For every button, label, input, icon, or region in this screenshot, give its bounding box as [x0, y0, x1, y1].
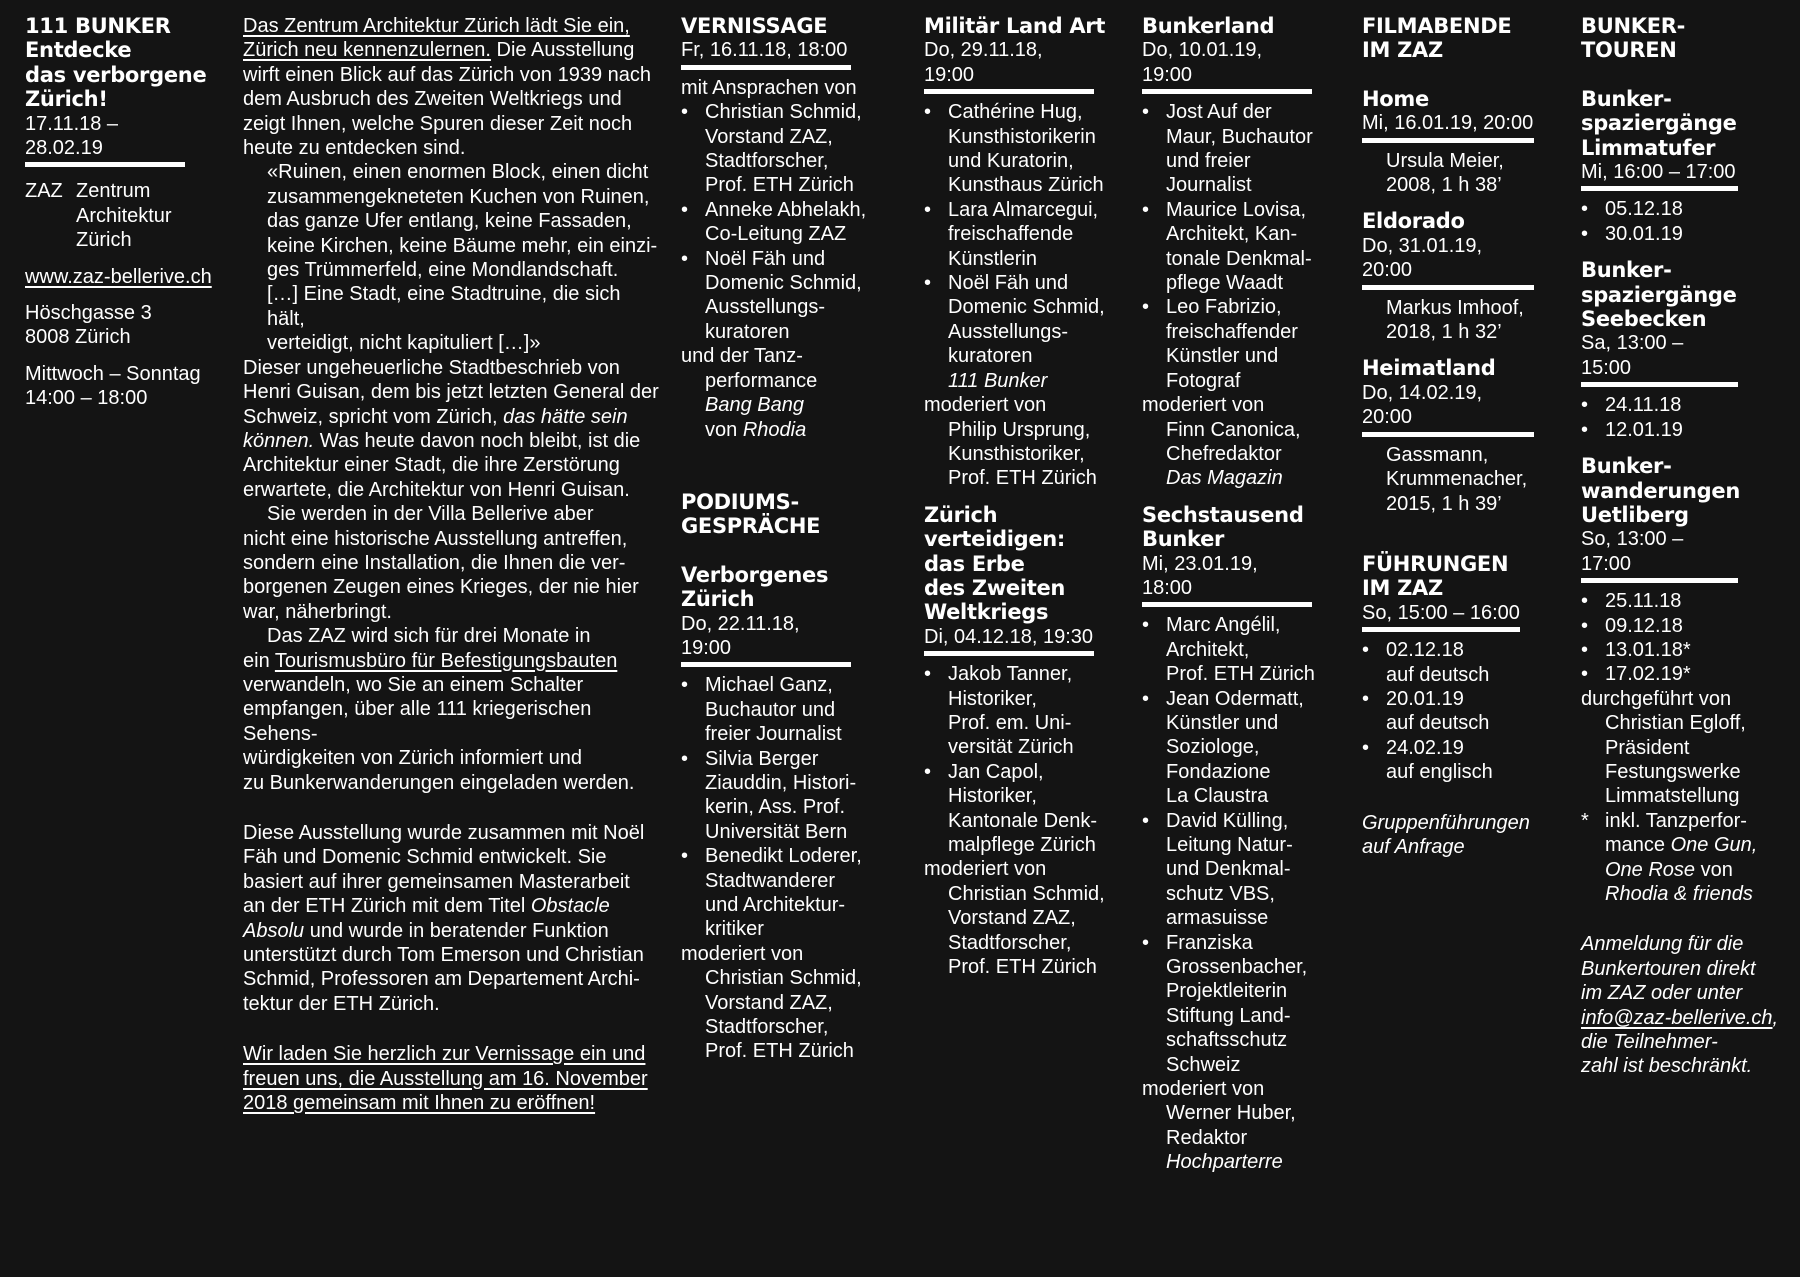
list-item: • Jost Auf der Maur, Buchautor und freier Journalist [1142, 100, 1347, 198]
paragraph-credits: Diese Ausstellung wurde zusammen mit Noël Fäh und Domenic Schmid entwickelt. Sie basiert auf ihrer gemeinsamen Masterarbeit an der ETH Zürich mit dem Titel Obstacle Absolu und wurde in beratender Funktion unterstützt durch Tom Emerson und Christian Schmid, Professoren am Departement Archi- tektur der ETH Zürich. [243, 822, 645, 1015]
tour-title: Bunker- spaziergänge Seebecken [1581, 258, 1737, 332]
list-item: • Silvia Berger Ziauddin, Histori- kerin, Ass. Prof. Universität Bern [681, 747, 886, 845]
film-tour-column [1362, 14, 1562, 859]
tour-title: Bunker- wanderungen Uetliberg [1581, 454, 1740, 527]
website-link[interactable]: www.zaz-bellerive.ch [25, 265, 212, 288]
event-title: Militär Land Art [924, 14, 1106, 38]
event-date: Do, 10.01.19, 19:00 [1142, 38, 1312, 94]
list-item: • Michael Ganz, Buchautor und freier Journalist [681, 673, 886, 746]
organizer-abbr: ZAZ [25, 180, 63, 203]
film-info: Ursula Meier, 2008, 1 h 38’ [1386, 149, 1504, 197]
list-item: • Anneke Abhelakh, Co-Leitung ZAZ [681, 198, 886, 247]
list-item: • 05.12.18 [1581, 197, 1791, 221]
list-item: • Benedikt Loderer, Stadtwanderer und Architektur- kritiker [681, 844, 886, 942]
guided-tours-title: FÜHRUNGEN IM ZAZ [1362, 551, 1509, 601]
film-info: Markus Imhoof, 2018, 1 h 32’ [1386, 296, 1524, 344]
list-item: • 02.12.18 auf deutsch [1362, 638, 1562, 687]
guisan-quote: «Ruinen, einen enormen Block, einen dicht zusammengekneteten Kuchen von Ruinen, das ganze Ufer entlang, keine Fassaden, keine Kirchen, keine Bäume mehr, ein einzi- ges Trümmerfeld, eine Mondlandschaft. […] Eine Stadt, eine Stadtruine, die sich hält, verteidigt, nicht kapituliert […]» [267, 161, 658, 355]
list-item: • 17.02.19* [1581, 662, 1791, 686]
vernissage-title: VERNISSAGE [681, 14, 828, 38]
list-item: • Leo Fabrizio, freischaffender Künstler und Fotograf [1142, 295, 1347, 393]
intro-paragraph: Das Zentrum Architektur Zürich lädt Sie ein, Zürich neu kennenzulernen. Die Ausstellung wirft einen Blick auf das Zürich von 1939 nach dem Ausbruch des Zweiten Weltkriegs und zeigt Ihnen, welche Spuren dieser Zeit noch heute zu entdecken sind. [243, 15, 651, 160]
film-date: Mi, 16.01.19, 20:00 [1362, 111, 1534, 142]
event-title: Verborgenes Zürich [681, 562, 829, 612]
vernissage-podium-column: VERNISSAGE Fr, 16.11.18, 18:00 mit Ansprachen von • Christian Schmid, Vorstand ZAZ, Stadtforscher, Prof. ETH Zürich • Anneke Abhelakh, Co-Leitung ZAZ • Noël Fäh und Domenic Schmid, Ausstellungs- kuratoren und der Tanz- performance Bang Bang von Rhodia PODIUMS- GESPRÄCHE Verborgenes Zürich Do, 22.11.18, 19:00 • Michael Ganz, Buchautor und freier Journalist • Silvia Berger Ziauddin, Histori- kerin, Ass. Prof. Universität Bern • Benedikt Loderer, Stadtwanderer und Architektur- kritiker moderiert von Christian Schmid, Vorstand ZAZ, Stadtforscher, Prof. ETH Zürich [681, 14, 886, 1064]
list-item: • Cathérine Hug, Kunsthistorikerin und Kuratorin, Kunsthaus Zürich [924, 100, 1129, 198]
podium-column-2: Militär Land Art Do, 29.11.18, 19:00 • Cathérine Hug, Kunsthistorikerin und Kuratorin, Kunsthaus Zürich • Lara Almarcegui, freischaffende Künstlerin • Noël Fäh und Domenic Schmid, Ausstellungs- kuratoren 111 Bunker moderiert von Philip Ursprung, Kunsthistoriker, Prof. ETH Zürich Zürich verteidigen: das Erbe des Zweiten Weltkriegs Di, 04.12.18, 19:30 • Jakob Tanner, Historiker, Prof. em. Uni- versität Zürich • Jan Capol, Historiker, Kantonale Denk- malpflege Zürich moderiert von Christian Schmid, Vorstand ZAZ, Stadtforscher, Prof. ETH Zürich [924, 14, 1129, 979]
paragraph-guisan: Dieser ungeheuerliche Stadtbeschrieb von Henri Guisan, dem bis jetzt letzten General der Schweiz, spricht vom Zürich, das hätte sein können. Was heute davon noch bleibt, ist die Architektur einer Stadt, die ihre Zerstörung erwartete, die Architektur von Henri Guisan. [243, 356, 659, 501]
list-item: • 13.01.18* [1581, 638, 1791, 662]
description-column [243, 14, 663, 1115]
event-title: Zürich verteidigen: das Erbe des Zweiten Weltkriegs [924, 502, 1066, 625]
opening-hours: Mittwoch – Sonntag 14:00 – 18:00 [25, 362, 201, 410]
bunker-tours-column: BUNKER- TOUREN Bunker- spaziergänge Limmatufer Mi, 16:00 – 17:00 • 05.12.18 • 30.01.19 Bunker- spaziergänge Seebecken Sa, 13:00 – 15:00 • 24.11.18 • 12.01.19 Bunker- wanderungen Uetliberg So, 13:00 – 17:00 • 25.11.18 • 09.12.18 • 13.01.18* • 17.02.19* durchgeführt von Christian Egloff, Präsident Festungswerke Limmatstellung * inkl. Tanzperfor- mance One Gun, One Rose von Rhodia & friends Anmeldung für die Bunkertouren direkt im ZAZ oder unter info@zaz-bellerive.ch, die Teilnehmer- zahl ist beschränkt. [1581, 14, 1791, 1079]
tour-guide: Christian Egloff, Präsident Festungswerke Limmatstellung [1605, 712, 1746, 808]
event-date: Di, 04.12.18, 19:30 [924, 625, 1094, 656]
exhibition-info-column [25, 14, 225, 411]
bunker-tours-title: BUNKER- TOUREN [1581, 14, 1686, 63]
list-item: • Christian Schmid, Vorstand ZAZ, Stadtforscher, Prof. ETH Zürich [681, 100, 886, 198]
tour-time: Mi, 16:00 – 17:00 [1581, 160, 1738, 191]
podium-title: PODIUMS- GESPRÄCHE [681, 489, 821, 539]
organizer [25, 179, 225, 252]
list-item: • 12.01.19 [1581, 418, 1791, 442]
tour-time: So, 15:00 – 16:00 [1362, 601, 1520, 632]
exhibition-dates: 17.11.18 – 28.02.19 [25, 112, 185, 168]
tour-time: So, 13:00 – 17:00 [1581, 527, 1738, 583]
list-item: • Jakob Tanner, Historiker, Prof. em. Uni- versität Zürich [924, 662, 1129, 760]
group-tours-note: Gruppenführungen auf Anfrage [1362, 811, 1530, 858]
event-date: Do, 22.11.18, 19:00 [681, 612, 851, 668]
list-item: • Noël Fäh und Domenic Schmid, Ausstellungs- kuratoren 111 Bunker [924, 271, 1129, 393]
invitation: Wir laden Sie herzlich zur Vernissage ein und freuen uns, die Ausstellung am 16. November 2018 gemeinsam mit Ihnen zu eröffnen! [243, 1043, 648, 1115]
list-item: • Franziska Grossenbacher, Projektleiterin Stiftung Land- schaftsschutz Schweiz [1142, 931, 1347, 1077]
film-date: Do, 31.01.19, 20:00 [1362, 234, 1534, 290]
film-section-title: FILMABENDE IM ZAZ [1362, 14, 1512, 63]
event-title: Sechstausend Bunker [1142, 502, 1304, 552]
list-item: • David Külling, Leitung Natur- und Denkmal- schutz VBS, armasuisse [1142, 809, 1347, 931]
event-title: Bunkerland [1142, 14, 1275, 38]
list-item: • 09.12.18 [1581, 614, 1791, 638]
event-date: Do, 29.11.18, 19:00 [924, 38, 1094, 94]
list-item: • Marc Angélil, Architekt, Prof. ETH Zürich [1142, 613, 1347, 686]
tour-time: Sa, 13:00 – 15:00 [1581, 331, 1738, 387]
list-item: • 24.11.18 [1581, 393, 1791, 417]
film-title: Heimatland [1362, 356, 1496, 381]
film-info: Gassmann, Krummenacher, 2015, 1 h 39’ [1386, 443, 1528, 515]
footnote: * inkl. Tanzperfor- mance One Gun, One Rose von Rhodia & friends [1581, 809, 1791, 907]
list-item: • Noël Fäh und Domenic Schmid, Ausstellungs- kuratoren [681, 247, 886, 345]
list-item: • Jan Capol, Historiker, Kantonale Denk- malpflege Zürich [924, 760, 1129, 858]
film-title: Home [1362, 86, 1429, 111]
list-item: • Maurice Lovisa, Architekt, Kan- tonale Denkmal- pflege Waadt [1142, 198, 1347, 296]
podium-column-3: Bunkerland Do, 10.01.19, 19:00 • Jost Auf der Maur, Buchautor und freier Journalist • Maurice Lovisa, Architekt, Kan- tonale Denkmal- pflege Waadt • Leo Fabrizio, freischaffender Künstler und Fotograf moderiert von Finn Canonica, Chefredaktor Das Magazin Sechstausend Bunker Mi, 23.01.19, 18:00 • Marc Angélil, Architekt, Prof. ETH Zürich • Jean Odermatt, Künstler und Soziologe, Fondazione La Claustra • David Külling, Leitung Natur- und Denkmal- schutz VBS, armasuisse • Franziska Grossenbacher, Projektleiterin Stiftung Land- schaftsschutz Schweiz moderiert von Werner Huber, Redaktor Hochparterre [1142, 14, 1347, 1175]
email-link[interactable]: info@zaz-bellerive.ch [1581, 1006, 1773, 1029]
registration-note: Anmeldung für die Bunkertouren direkt im ZAZ oder unter info@zaz-bellerive.ch, die Teilnehmer- zahl ist beschränkt. [1581, 933, 1779, 1078]
paragraph-installation: Sie werden in der Villa Bellerive aber nicht eine historische Ausstellung antreffen, sondern eine Installation, die Ihnen die ver- borgenen Zeugen eines Krieges, der nie hier war, näherbringt. [243, 503, 639, 623]
exhibition-title: 111 BUNKER Entdecke das verborgene Zürich! [25, 14, 207, 112]
tour-title: Bunker- spaziergänge Limmatufer [1581, 86, 1737, 160]
vernissage-date: Fr, 16.11.18, 18:00 [681, 38, 851, 69]
paragraph-tourism-office: Das ZAZ wird sich für drei Monate in ein Tourismusbüro für Befestigungsbauten verwandeln, wo Sie an einem Schalter empfangen, über alle 111 kriegerischen Sehens- würdigkeiten von Zürich informiert und zu Bunkerwanderungen eingeladen werden. [243, 625, 635, 794]
list-item: • 30.01.19 [1581, 222, 1791, 246]
organizer-name: Zentrum Architektur Zürich [76, 180, 172, 252]
list-item: • 24.02.19 auf englisch [1362, 736, 1562, 785]
list-item: • Lara Almarcegui, freischaffende Künstlerin [924, 198, 1129, 271]
list-item: • 25.11.18 [1581, 589, 1791, 613]
address: Höschgasse 3 8008 Zürich [25, 302, 152, 349]
event-date: Mi, 23.01.19, 18:00 [1142, 552, 1312, 608]
list-item: • Jean Odermatt, Künstler und Soziologe, Fondazione La Claustra [1142, 687, 1347, 809]
film-date: Do, 14.02.19, 20:00 [1362, 381, 1534, 437]
list-item: • 20.01.19 auf deutsch [1362, 687, 1562, 736]
film-title: Eldorado [1362, 209, 1465, 234]
